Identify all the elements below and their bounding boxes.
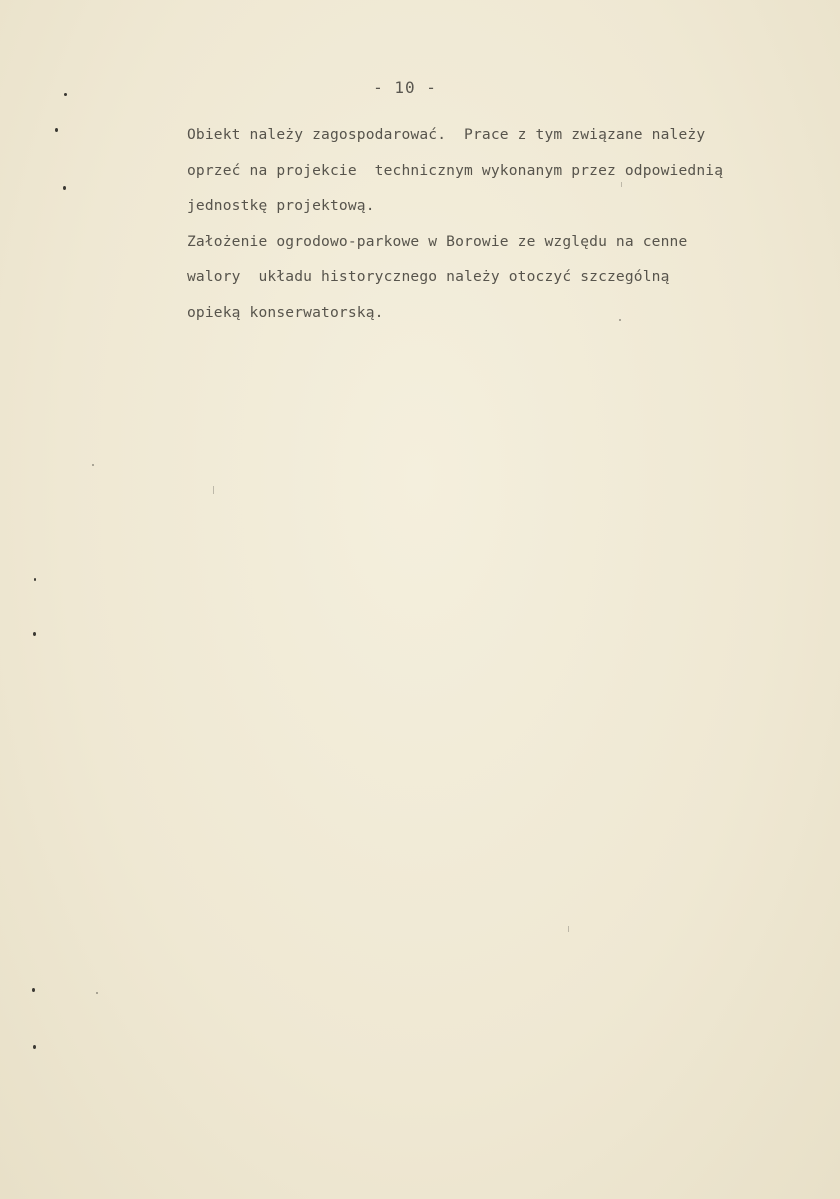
- paper-speck: [96, 992, 98, 994]
- paper-speck: [92, 464, 94, 466]
- paper-speck: [33, 1045, 36, 1049]
- text-line: oprzeć na projekcie technicznym wykonanym przez odpowiednią: [187, 161, 724, 179]
- body-text: [187, 117, 807, 330]
- paper-scratch: [568, 926, 569, 932]
- page-number: - 10 -: [373, 78, 437, 97]
- paper-speck: [64, 93, 67, 96]
- text-line: walory układu historycznego należy otoczyć szczególną: [187, 268, 670, 285]
- text-line: Założenie ogrodowo-parkowe w Borowie ze względu na cenne: [187, 232, 688, 250]
- paper-speck: [33, 632, 36, 636]
- text-line: opieką konserwatorską.: [187, 303, 384, 321]
- paper-speck: [32, 988, 35, 992]
- text-line: Obiekt należy zagospodarować. Prace z tym związane należy: [187, 126, 706, 143]
- paper-speck: [34, 578, 36, 581]
- paper-speck: [63, 186, 66, 190]
- paper-speck: [619, 319, 621, 321]
- paper-scratch: [621, 182, 622, 187]
- paper-speck: [55, 128, 58, 132]
- text-line: jednostkę projektową.: [187, 197, 375, 214]
- paper-scratch: [213, 486, 214, 494]
